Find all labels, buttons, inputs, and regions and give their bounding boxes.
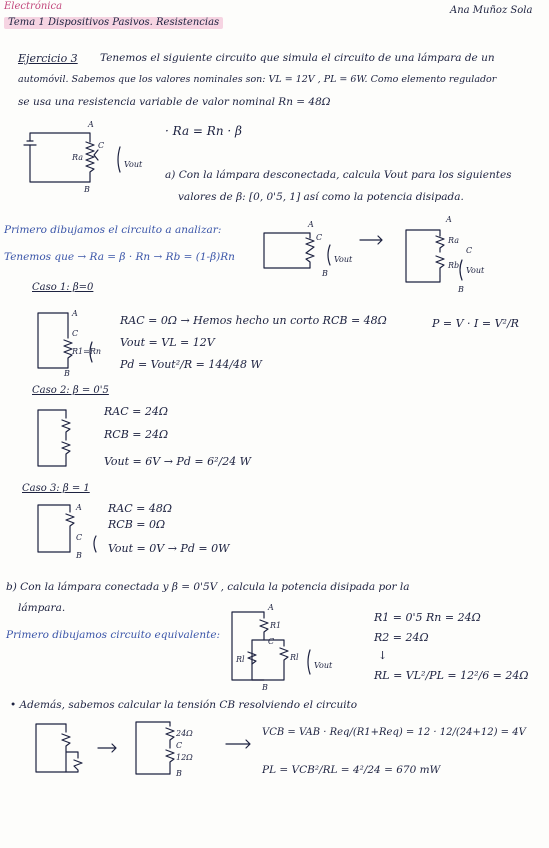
also-line: • Además, sabemos calcular la tensión CB resolviendo el circuito xyxy=(10,699,358,711)
case1-node-a: A xyxy=(72,309,78,318)
case-1-line-2: Vout = VL = 12V xyxy=(120,336,215,349)
eq-rl-left: Rl xyxy=(236,655,245,664)
case-2-line-2: RCB = 24Ω xyxy=(104,428,169,441)
equivalent-circuit xyxy=(232,603,333,692)
case-3-title: Caso 3: β = 1 xyxy=(22,483,90,494)
node-c-label: C xyxy=(98,141,105,150)
c2-node-b: B xyxy=(458,285,464,294)
c2-vout: Vout xyxy=(466,266,485,275)
reduction-circuit-1 xyxy=(36,724,116,772)
node-a-label: A xyxy=(88,120,94,129)
power-formula: P = V · I = V²/R xyxy=(432,317,519,330)
author-name: Ana Muñoz Sola xyxy=(450,5,533,16)
case1-r1rn: R1=Rn xyxy=(72,347,101,356)
vout-label: Vout xyxy=(124,160,143,169)
part-b-line-2: lámpara. xyxy=(18,602,66,614)
ra-relation: · Ra = Rn · β xyxy=(165,124,242,138)
part-a-line-1: a) Con la lámpara desconectada, calcula Vout para los siguientes xyxy=(165,169,512,181)
case1-node-b: B xyxy=(64,369,70,378)
have-relation: Tenemos que → Ra = β · Rn → Rb = (1-β)Rn xyxy=(4,251,235,263)
eq-rl-right: Rl xyxy=(290,653,299,662)
case-3-circuit xyxy=(38,503,96,560)
red-r24: 24Ω xyxy=(176,729,193,738)
case1-node-c: C xyxy=(72,329,79,338)
analysis-circuit-2 xyxy=(406,215,485,294)
vcb-formula: VCB = VAB · Req/(R1+Req) = 12 · 12/(24+12) = 4V xyxy=(262,727,526,738)
draw-intro-a: Primero dibujamos el circuito a analizar: xyxy=(4,224,222,236)
case3-node-a: A xyxy=(76,503,82,512)
c1-node-a: A xyxy=(308,220,314,229)
r2-value: R2 = 24Ω xyxy=(374,631,429,644)
eq-node-b: B xyxy=(262,683,268,692)
analysis-circuit-1 xyxy=(264,220,382,278)
statement-line-1: Tenemos el siguiente circuito que simula el circuito de una lámpara de un xyxy=(100,52,495,64)
red-r12: 12Ω xyxy=(176,753,193,762)
pl-formula: PL = VCB²/RL = 4²/24 = 670 mW xyxy=(262,764,441,776)
main-circuit-diagram xyxy=(24,120,143,194)
c2-node-a: A xyxy=(446,215,452,224)
eq-node-a: A xyxy=(268,603,274,612)
node-b-label: B xyxy=(84,185,90,194)
red-node-c: C xyxy=(176,741,183,750)
case-1-line-3: Pd = Vout²/R = 144/48 W xyxy=(120,358,262,371)
ra-label: Ra xyxy=(72,153,83,162)
statement-line-3: se usa una resistencia variable de valor nominal Rn = 48Ω xyxy=(18,96,331,108)
case3-node-c: C xyxy=(76,533,83,542)
c1-node-c: C xyxy=(316,233,323,242)
c1-node-b: B xyxy=(322,269,328,278)
c2-rb: Rb xyxy=(448,261,460,270)
case-1-title: Caso 1: β=0 xyxy=(32,282,94,293)
statement-line-2: automóvil. Sabemos que los valores nominales son: VL = 12V , PL = 6W. Como elemento regulador xyxy=(18,74,497,85)
c1-vout: Vout xyxy=(334,255,353,264)
eq-r1: R1 xyxy=(270,621,282,630)
reduction-circuit-2 xyxy=(136,722,250,778)
draw-intro-b: Primero dibujamos circuito equivalente: xyxy=(6,629,221,641)
red-node-b: B xyxy=(176,769,182,778)
case-1-line-1: RAC = 0Ω → Hemos hecho un corto RCB = 48Ω xyxy=(120,314,387,327)
part-a-line-2: valores de β: [0, 0'5, 1] así como la potencia disipada. xyxy=(178,191,464,203)
case-3-line-2: RCB = 0Ω xyxy=(108,518,166,531)
eq-node-c: C xyxy=(268,637,275,646)
topic-title: Tema 1 Dispositivos Pasivos. Resistencias xyxy=(4,17,223,29)
down-arrow: ↓ xyxy=(378,649,388,662)
case-1-circuit xyxy=(38,309,101,378)
case3-node-b: B xyxy=(76,551,82,560)
r1-value: R1 = 0'5 Rn = 24Ω xyxy=(374,611,481,624)
rl-value: RL = VL²/PL = 12²/6 = 24Ω xyxy=(374,669,529,682)
c2-node-c: C xyxy=(466,246,473,255)
exercise-title: Ejercicio 3 xyxy=(18,52,78,65)
c2-ra: Ra xyxy=(448,236,459,245)
case-2-line-3: Vout = 6V → Pd = 6²/24 W xyxy=(104,455,251,468)
case-2-line-1: RAC = 24Ω xyxy=(104,405,168,418)
case-3-line-1: RAC = 48Ω xyxy=(108,502,172,515)
case-2-circuit xyxy=(38,410,70,466)
eq-vout: Vout xyxy=(314,661,333,670)
case-2-title: Caso 2: β = 0'5 xyxy=(32,385,109,396)
part-b-line-1: b) Con la lámpara conectada y β = 0'5V , calcula la potencia disipada por la xyxy=(6,581,410,593)
case-3-line-3: Vout = 0V → Pd = 0W xyxy=(108,542,230,555)
subject-title: Electrónica xyxy=(4,1,63,12)
